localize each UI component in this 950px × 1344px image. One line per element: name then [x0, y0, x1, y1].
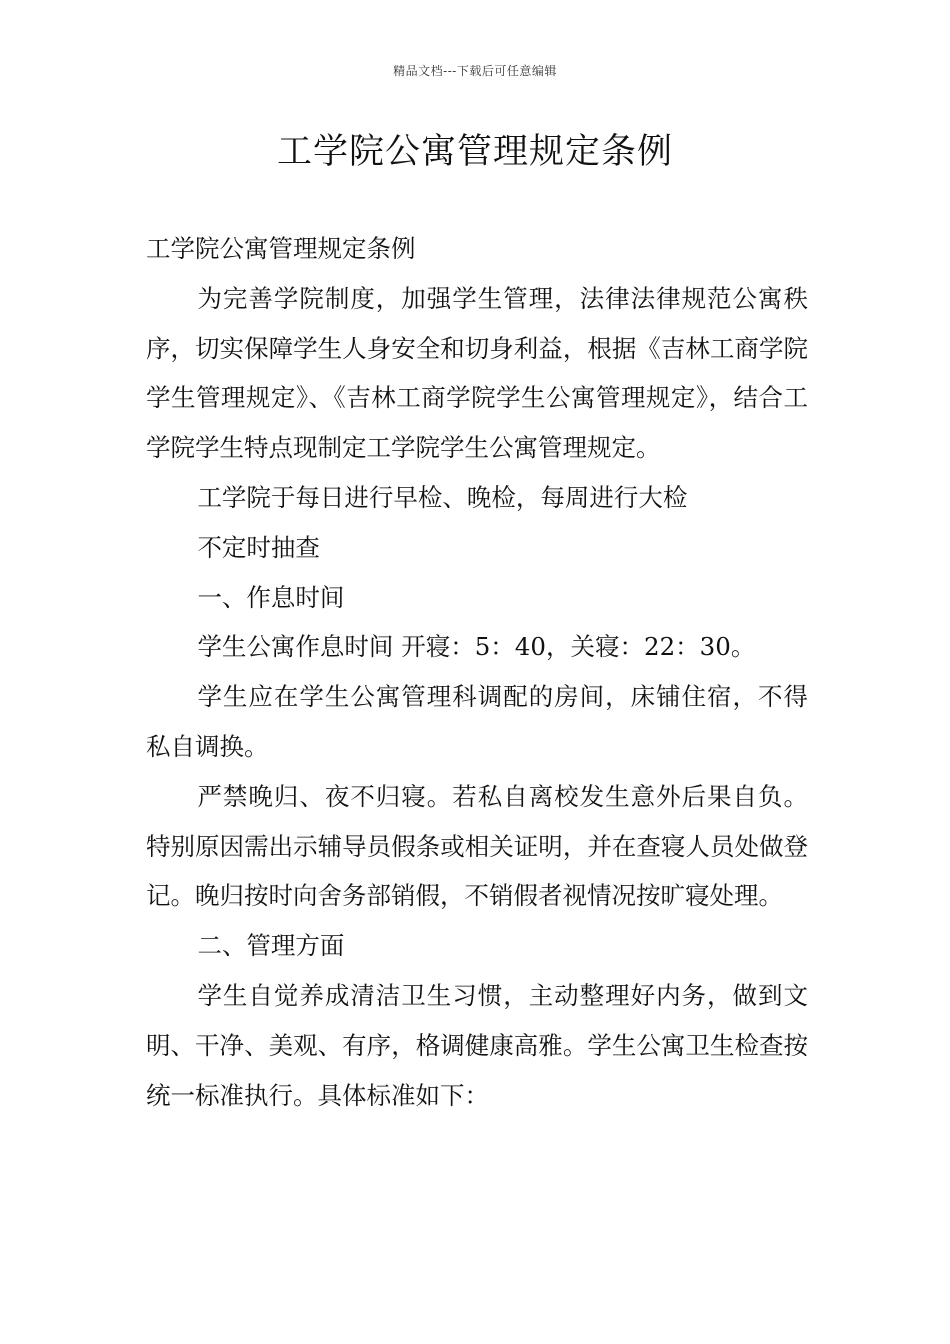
curfew-paragraph: 严禁晚归、夜不归寝。若私自离校发生意外后果自负。特别原因需出示辅导员假条或相关证明，并在查寝人员处做登记。晚归按时向舍务部销假，不销假者视情况按旷寝处理。	[146, 781, 808, 911]
section-heading-management: 二、管理方面	[197, 931, 345, 961]
section-heading-schedule: 一、作息时间	[197, 582, 345, 612]
page-header-note: 精品文档---下载后可任意编辑	[393, 64, 557, 78]
room-assignment-paragraph: 学生应在学生公寓管理科调配的房间，床铺住宿，不得私自调换。	[146, 682, 808, 761]
document-body	[146, 224, 808, 1120]
intro-paragraph: 为完善学院制度，加强学生管理，法律法律规范公寓秩序，切实保障学生人身安全和切身利益，根据《吉林工商学院学生管理规定》、《吉林工商学院学生公寓管理规定》，结合工学院学生特点现制定工学院学生公寓管理规定。	[146, 283, 808, 463]
document-title: 工学院公寓管理规定条例	[276, 132, 673, 172]
hygiene-paragraph: 学生自觉养成清洁卫生习惯，主动整理好内务，做到文明、干净、美观、有序，格调健康高雅。学生公寓卫生检查按统一标准执行。具体标准如下：	[146, 980, 808, 1110]
inspection-paragraph: 工学院于每日进行早检、晚检，每周进行大检	[197, 482, 688, 512]
spot-check-paragraph: 不定时抽查	[197, 532, 320, 562]
subtitle-paragraph: 工学院公寓管理规定条例	[146, 234, 416, 263]
schedule-paragraph: 学生公寓作息时间 开寝：5：40，关寝：22：30。	[197, 632, 756, 662]
